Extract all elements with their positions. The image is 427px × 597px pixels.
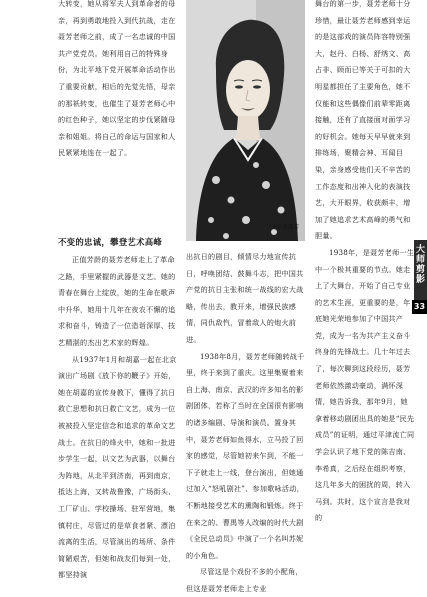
middle-column xyxy=(186,249,306,597)
paragraph: 1938年8月，聂芳老师随转战千里，终于来到了重庆。这里集聚着来自上海、南京、武汉的许多知名的影剧团体，若称了当时在全国很有影响的诸多编剧、导演和演员。置身其中，聂芳老师如鱼得水，立马投了回家的感觉，尽管她初来乍到，不能一下子就走上一线，登台演出，但她通过加入“怒吼剧社”、参加歌咏活动，不断地接受艺术的熏陶和锻炼。终于在来之的、曹禺等人改编的时代大剧《全民总动员》中演了一个名叫苏妮的小角色。 xyxy=(186,351,305,560)
tab-char: 师 xyxy=(415,255,425,265)
left-column-top xyxy=(58,0,178,162)
section-tab xyxy=(414,240,427,308)
page-number: 33 xyxy=(412,300,427,314)
tab-char: 剪 xyxy=(415,265,425,275)
paragraph: 舞台的第一步，聂芳老师十分珍惜，最让聂芳老师感到幸运的是这部戏的演员阵容特别强大，赵丹、白杨、舒绣文、高占非、顾而已等关于可扣的大明星都担任了主要角色，她不仅能和这些偶像们前辈零距离接触，还有了直接面对面学习的好机会。她每天早早就来到排练场，聚精会神、耳闻目染，亲身感受他们天不辛苦的工作态度和出神入化的表演技艺，大开眼界，收获颇丰，增加了她追求艺术高峰的勇气和胆量。 xyxy=(315,0,411,241)
right-column xyxy=(315,0,415,527)
left-column-bottom xyxy=(58,252,178,584)
section-heading: 不变的忠诚，攀登艺术高峰 xyxy=(58,237,163,247)
portrait-illustration xyxy=(186,0,305,241)
tab-char: 影 xyxy=(415,275,425,285)
paragraph: 出抗日的剧目，倾情尽力地宣传抗日，呼唤团结、鼓舞斗志，把中国共产党的抗日主张和统一战线的宏大战略，传出去，教开来，增强民族感情，同仇敌忾，冒着敌人的炮火前进。 xyxy=(186,252,304,344)
paragraph: 从1937年1月和胡嘉一起在北京演出广场剧《放下你的鞭子》开始，她在胡嘉的宣传身教下，懂得了抗日救亡思想和抗日救亡文艺，成为一位被被投入坚定信念和追求的革命文艺战士。在抗日的烽火中，她和一批进步学生一起，以文艺为武器，以舞台为阵地，从北平到济南，再到南京，抵达上海，又转战鲁豫，广场街头、工厂矿山、学校操场、驻军营地，集镇村庄，尽管过的是草食者紧、漂泊流离的生活，尽管演出的场所、条件简陋艰苦，但她和战友们每到一处，都坚持演 xyxy=(58,354,177,580)
paragraph: 正值芳龄的聂芳老师走上了革命之路，手里紧握的武器是文艺。她的青春在舞台上绽放，她的生命在歌声中升华，她用十几年在夜农不懈的追求和奋斗，铸造了一位造诣深厚、技艺精湛的杰出艺术家的辉煌。 xyxy=(58,255,176,347)
paragraph: 尽管这是个戏份不多的小配角，但这是聂芳老师走上专业 xyxy=(186,567,303,593)
paragraph: 大转变，她从将军夫人到革命者的母亲，再到勇敢地投入到代抗战，走在聂芳老师之前，成了一名忠诚的中国共产党党员。她利用自己的特殊身份，为北平地下党开展革命活动作出了重要贡献，相后的先觉先悟，母亲的那祇转变，也催生了聂芳老师心中的红色种子，她以坚定的步伐紧随母亲和姐姐。将自己的命运与国家和人民紧紧地连在一起了。 xyxy=(58,0,176,158)
portrait-photo xyxy=(186,0,305,241)
photo-caption: 青年张瑞芳 xyxy=(271,225,299,231)
tab-char: 大 xyxy=(415,245,425,255)
paragraph: 1938年，是聂芳老师一生中一个极其重要的节点。她走上了大舞台，开始了自己专业的艺术生涯，更重要的是，年底她光荣地参加了中国共产党，成为一名为共产主义奋斗终身的先锋战士。几十年过去了，每次聊到这段经历，聂芳老师依然激动豪动，满怀深情，她告诉我，那年9月，她拿着移动剧团出具的她是“民先成员”的证明，通过平津流亡同学会认识了地下党的陈吉南、李希真，之后经在组织考察，这几年多大的困扰的周，转入马到。共时，这个宣言是我对的 xyxy=(315,247,415,523)
